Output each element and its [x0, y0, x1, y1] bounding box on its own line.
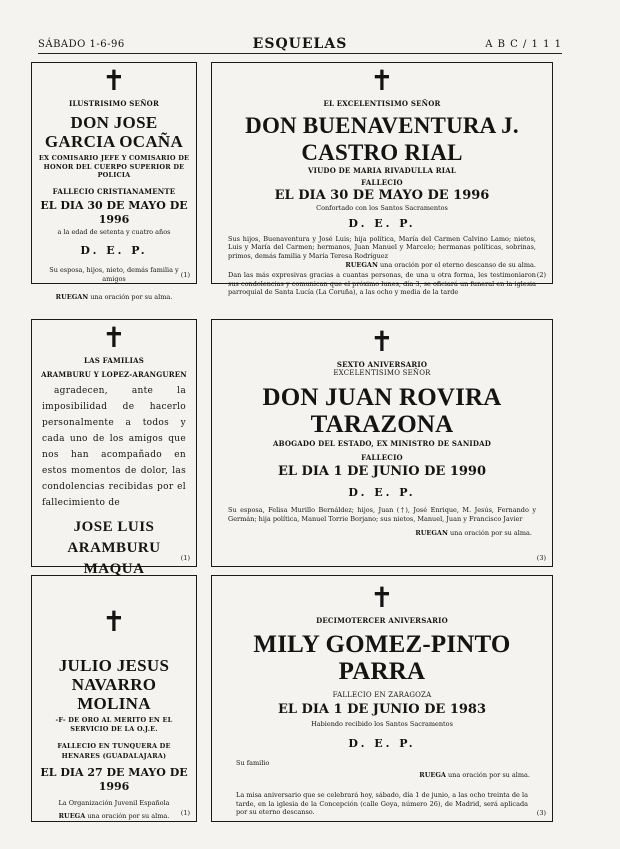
mass-announcement: La misa aniversario que se celebrará hoy, sábado, día 1 de junio, a las ocho treinta de la tarde, en la iglesia de la Concepción (calle Goya, número 26), de Madrid, será aplicada por su eterno descanso. — [236, 791, 528, 816]
death-date: EL DIA 30 DE MAYO DE 1996 — [40, 198, 188, 226]
honorific: EXCELENTISIMO SEÑOR — [333, 369, 431, 377]
deceased-name: DON JOSE GARCIA OCAÑA — [44, 113, 184, 151]
cross-icon: ✝ — [102, 605, 126, 638]
mourners: Sus hijos, Buenaventura y José Luis; hija política, María del Carmen Calvino Lamo; nietos, Luis y María del Carmen; hermanos, Juan Manuel y Marcelo; hermanas políticas, sobrinas, primos, demás familia y María Teresa Rodríguez — [228, 234, 536, 260]
funeral-announcement: Dan las más expresivas gracias a cuantas personas, de una u otra forma, les testimoniaron sus condolencias y comunican que el próximo lunes, día 3, se oficiará un funeral en la iglesia parroquial de Santa Lucía (La Coruña), a las ocho y media de la tarde — [228, 271, 536, 296]
honorific: EL EXCELENTISIMO SEÑOR — [323, 99, 441, 108]
thanks-text: agradecen, ante la imposibilidad de hacerlo personalmente a todos y cada uno de los amigos que nos han acompañado en estos momentos de dolor, las condolencias recibidas por el fallecimiento de — [42, 386, 186, 508]
age-note: a la edad de setenta y cuatro años — [57, 227, 171, 236]
cross-icon: ✝ — [370, 325, 394, 358]
mourners: La Organización Juvenil Española — [58, 799, 170, 807]
section-title: ESQUELAS — [252, 36, 348, 52]
spouse-note: VIUDO DE MARIA RIVADULLA RIAL — [308, 166, 456, 175]
header-page-number: A B C / 1 1 1 — [485, 39, 562, 50]
prayer-request: RUEGAN una oración por el eterno descanso de su alma. — [345, 261, 536, 269]
mourners: Su esposa, Felisa Murillo Bernáldez; hijos, Juan (†), José Enrique, M. Jesús, Fernando y Germán; hija política, Manuel Torrie Borjano; sus nietos, Manuel, Juan y Francisco Javier — [228, 506, 536, 523]
death-date: EL DIA 1 DE JUNIO DE 1983 — [277, 702, 486, 717]
obituary-navarro-molina — [31, 575, 197, 822]
anniversary-label: SEXTO ANIVERSARIO — [336, 360, 428, 369]
cross-icon: ✝ — [370, 64, 394, 97]
prayer-request: RUEGAN una oración por su alma. — [55, 293, 173, 301]
families-heading: LAS FAMILIAS — [84, 356, 144, 365]
dep-abbreviation: D. E. P. — [348, 216, 416, 230]
family-names: ARAMBURU Y LOPEZ-ARANGUREN — [41, 370, 187, 379]
notice-number: (1) — [180, 554, 190, 562]
cross-icon: ✝ — [370, 581, 394, 614]
death-note: FALLECIO — [361, 453, 403, 462]
dep-abbreviation: D. E. P. — [348, 736, 416, 750]
deceased-name: JOSE LUIS ARAMBURU MAQUA — [67, 519, 161, 577]
notice-number: (3) — [536, 809, 546, 817]
sacraments-note: Confortado con los Santos Sacramentos — [316, 204, 448, 212]
anniversary-label: DECIMOTERCER ANIVERSARIO — [316, 616, 448, 625]
deceased-name: DON JUAN ROVIRA TARAZONA — [262, 384, 502, 438]
prayer-request: RUEGAN una oración por su alma. — [415, 529, 532, 537]
dep-abbreviation: D. E. P. — [348, 486, 416, 499]
death-note: FALLECIO EN ZARAGOZA — [332, 691, 432, 699]
death-note: FALLECIO CRISTIANAMENTE — [52, 186, 176, 196]
death-date: EL DIA 1 DE JUNIO DE 1990 — [277, 464, 486, 479]
position: ABOGADO DEL ESTADO, EX MINISTRO DE SANIDAD — [272, 439, 492, 448]
dep-abbreviation: D. E. P. — [80, 244, 148, 257]
death-note: FALLECIO — [361, 178, 403, 187]
mourners: Su esposa, hijos, nieto, demás familia y amigos — [49, 266, 179, 283]
death-note: FALLECIO EN TUNQUERA DE HENARES (GUADALAJARA) — [57, 742, 171, 760]
page-header — [38, 37, 562, 54]
prayer-request: RUEGA una oración por su alma. — [58, 811, 170, 820]
notice-number: (3) — [536, 554, 546, 562]
mourners: Su familio — [236, 758, 270, 767]
anniversary-rovira-tarazona — [211, 319, 553, 567]
deceased-name: JULIO JESUS NAVARRO MOLINA — [58, 656, 170, 713]
distinction: -F- DE ORO AL MERITO EN EL SERVICIO DE LA O.J.E. — [55, 716, 173, 733]
header-date: SÁBADO 1-6-96 — [38, 39, 125, 50]
obituary-garcia-ocana — [31, 62, 197, 301]
death-date: EL DIA 30 DE MAYO DE 1996 — [274, 188, 490, 203]
notice-number: (1) — [180, 809, 190, 817]
position: EX COMISARIO JEFE Y COMISARIO DE HONOR DEL CUERPO SUPERIOR DE POLICIA — [38, 154, 190, 179]
cross-icon: ✝ — [102, 64, 126, 97]
sacraments-note: Habiendo recibido los Santos Sacramentos — [311, 720, 453, 728]
cross-icon: ✝ — [102, 321, 126, 354]
thanks-notice-aramburu — [31, 319, 197, 577]
prayer-request: RUEGA una oración por su alma. — [419, 771, 530, 779]
deceased-name: MILY GOMEZ-PINTO PARRA — [253, 631, 511, 685]
obituary-castro-rial — [211, 62, 553, 296]
notice-number: (1) — [180, 271, 190, 279]
anniversary-gomez-pinto — [211, 575, 553, 822]
notice-number: (2) — [536, 271, 546, 279]
deceased-name: DON BUENAVENTURA J. CASTRO RIAL — [245, 113, 519, 165]
honorific: ILUSTRISIMO SEÑOR — [69, 99, 159, 108]
death-date: EL DIA 27 DE MAYO DE 1996 — [40, 766, 188, 793]
